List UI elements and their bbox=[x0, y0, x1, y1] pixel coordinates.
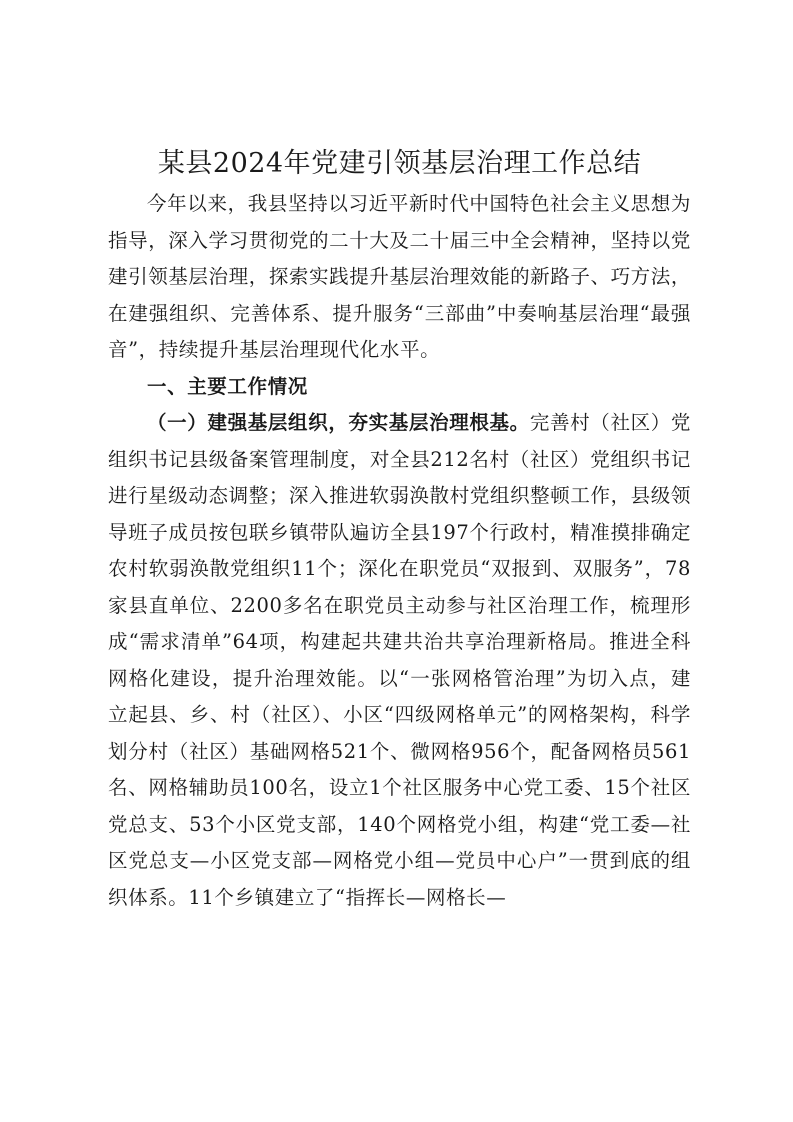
document-body bbox=[108, 142, 691, 916]
section-heading-main-work: 一、主要工作情况 bbox=[147, 374, 308, 398]
subsection-lead-heading: （一）建强基层组织，夯实基层治理根基。 bbox=[147, 411, 530, 434]
subsection-paragraph-strengthen-organization bbox=[108, 405, 691, 916]
subsection-body-text: 完善村（社区）党组织书记县级备案管理制度，对全县212名村（社区）党组织书记进行星级动态调整；深入推进软弱涣散村党组织整顿工作，县级领导班子成员按包联乡镇带队遍访全县197个行政村，精准摸排确定农村软弱涣散党组织11个；深化在职党员“双报到、双服务”，78家县直单位、2200多名在职党员主动参与社区治理工作，梳理形成“需求清单”64项，构建起共建共治共享治理新格局。推进全科网格化建设，提升治理效能。以“一张网格管治理”为切入点，建立起县、乡、村（社区）、小区“四级网格单元”的网格架构，科学划分村（社区）基础网格521个、微网格956个，配备网格员561名、网格辅助员100名，设立1个社区服务中心党工委、15个社区党总支、53个小区党支部，140个网格党小组，构建“党工委—社区党总支—小区党支部—网格党小组—党员中心户”一贯到底的组织体系。11个乡镇建立了“指挥长—网格长— bbox=[108, 411, 691, 909]
document-title: 某县2024年党建引领基层治理工作总结 bbox=[157, 148, 642, 179]
intro-paragraph: 今年以来，我县坚持以习近平新时代中国特色社会主义思想为指导，深入学习贯彻党的二十大及二十届三中全会精神，坚持以党建引领基层治理，探索实践提升基层治理效能的新路子、巧方法，在建强组织、完善体系、提升服务“三部曲”中奏响基层治理“最强音”，持续提升基层治理现代化水平。 bbox=[108, 192, 691, 361]
